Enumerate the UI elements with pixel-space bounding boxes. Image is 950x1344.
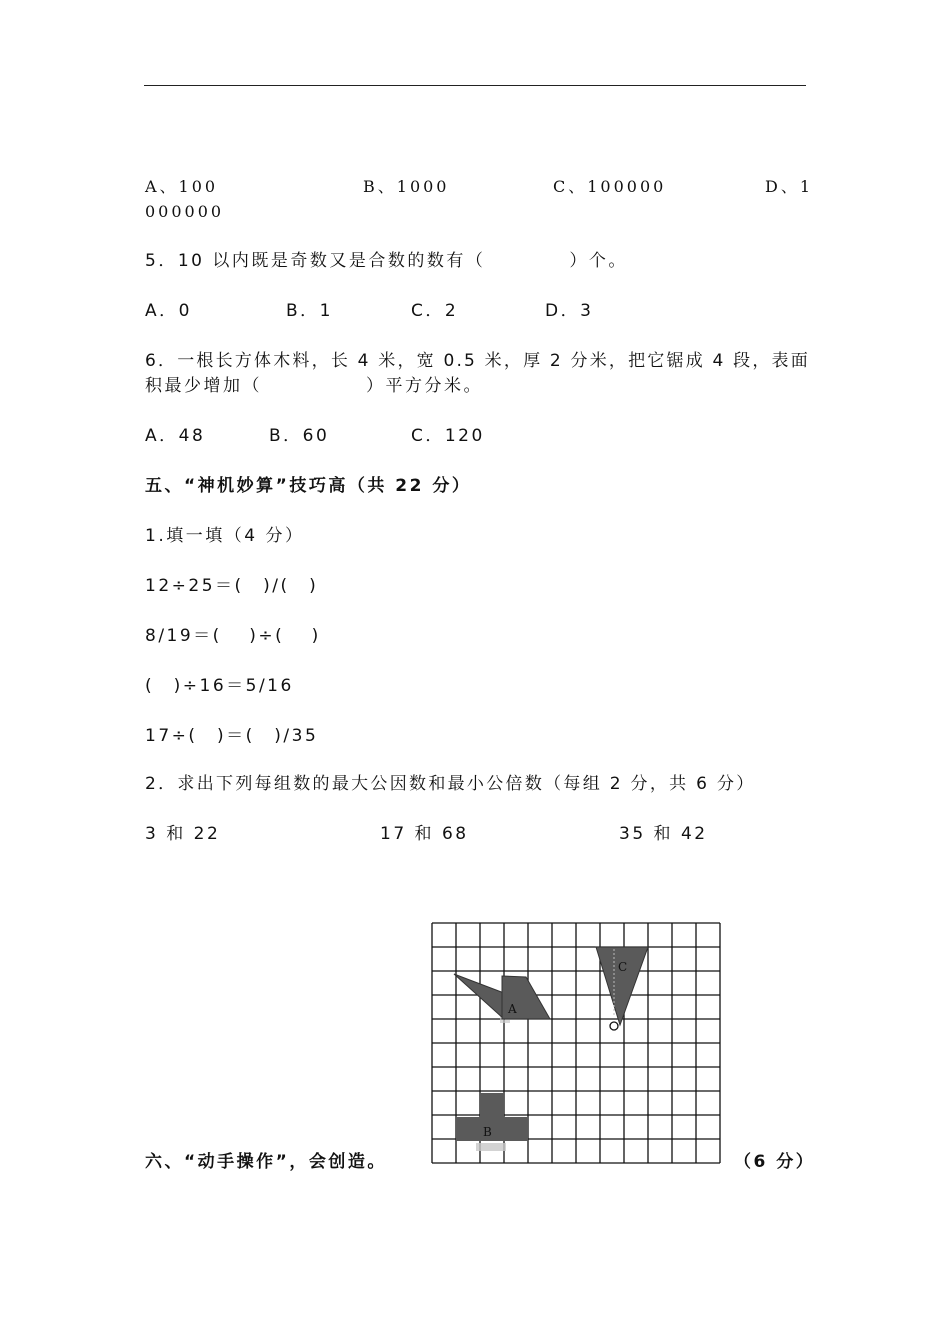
q5-stem <box>145 250 628 272</box>
label-a: A <box>508 1002 517 1016</box>
shape-b <box>456 1093 528 1151</box>
pair-3: 35 和 42 <box>619 824 708 844</box>
header-rule <box>144 85 806 86</box>
section5-sub2: 2．求出下列每组数的最大公因数和最小公倍数（每组 2 分，共 6 分） <box>145 774 756 794</box>
q4-option-b: B、1000 <box>363 177 450 196</box>
q6-option-b: B．60 <box>269 426 330 446</box>
q4-option-d-continued: 000000 <box>145 202 225 221</box>
equation-4: 17÷( )＝( )/35 <box>145 726 319 746</box>
q5-option-b: B．1 <box>286 301 333 321</box>
q4-option-a: A、100 <box>145 177 219 196</box>
pair-2: 17 和 68 <box>380 824 469 844</box>
section6-title: 六、“动手操作”，会创造。 <box>145 1152 387 1172</box>
section6-score: （6 分） <box>734 1152 816 1172</box>
q6-stem-line2-pre: 积最少增加（ <box>145 376 262 396</box>
grid-svg <box>428 921 728 1166</box>
q5-stem-pre: 5．10 以内既是奇数又是合数的数有（ <box>145 251 486 271</box>
q5-option-d: D．3 <box>545 301 594 321</box>
label-b: B <box>483 1125 492 1139</box>
q4-option-c: C、100000 <box>553 177 667 196</box>
q6-stem-line2-post: ）平方分米。 <box>366 376 483 396</box>
q6-stem-line1: 6．一根长方体木料，长 4 米，宽 0.5 米，厚 2 分米，把它锯成 4 段，表面 <box>145 351 810 371</box>
equation-3: ( )÷16＝5/16 <box>145 676 294 696</box>
q5-option-c: C．2 <box>411 301 459 321</box>
section5-sub1: 1.填一填（4 分） <box>145 526 305 546</box>
shape-a <box>454 974 550 1023</box>
equation-2: 8/19＝( )÷( ) <box>145 626 321 646</box>
grid-figure <box>428 921 728 1170</box>
pair-1: 3 和 22 <box>145 824 221 844</box>
q6-option-a: A．48 <box>145 426 206 446</box>
label-c: C <box>618 960 628 974</box>
q6-stem-line2 <box>145 375 483 397</box>
q4-option-d: D、1 <box>765 177 814 196</box>
equation-1: 12÷25＝( )/( ) <box>145 576 319 596</box>
q5-option-a: A．0 <box>145 301 192 321</box>
section5-title: 五、“神机妙算”技巧高（共 22 分） <box>145 476 472 496</box>
q5-stem-post: ）个。 <box>569 251 628 271</box>
q6-option-c: C．120 <box>411 426 485 446</box>
